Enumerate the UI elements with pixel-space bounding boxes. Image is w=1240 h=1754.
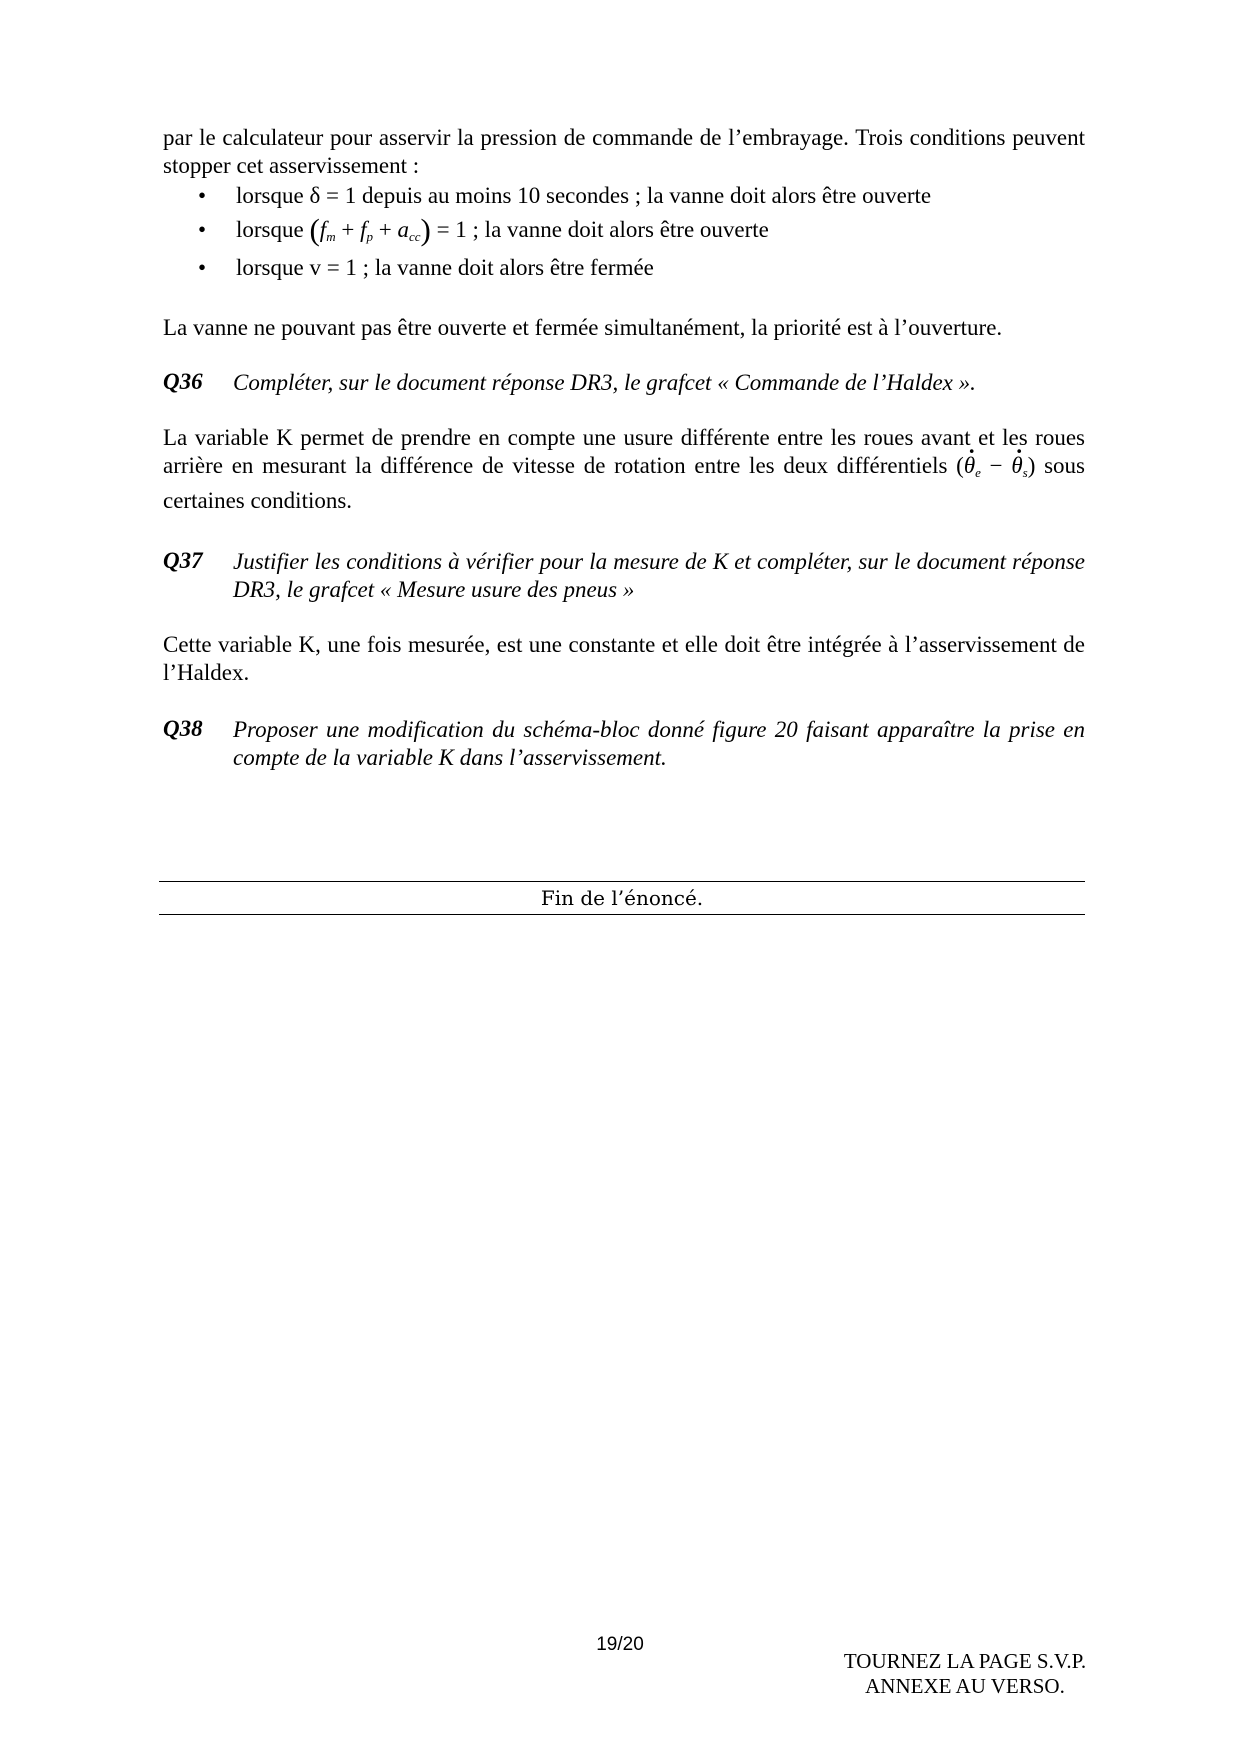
conditions-list (198, 182, 931, 288)
question-text: Compléter, sur le document réponse DR3, le grafcet « Commande de l’Haldex ». (233, 370, 976, 395)
divider-top (159, 881, 1085, 882)
end-of-statement: Fin de l’énoncé. (540, 886, 704, 910)
question-number: Q38 (163, 716, 203, 741)
condition-formula: $(f_m + f_p + a_{cc}) = 1$ (309, 212, 467, 247)
question-text: Justifier les conditions à vérifier pour la mesure de K et compléter, sur le document réponse DR3, le grafcet « Mesure usure des pneus » (233, 549, 1085, 602)
theta-formula: (· $\theta_e$ − · $\theta_s$) (956, 453, 1035, 478)
footer-note (790, 1649, 1140, 1699)
question-number: Q36 (163, 369, 203, 394)
question-38 (163, 716, 1085, 772)
bullet-icon: • (198, 255, 207, 280)
footer-line-1: TOURNEZ LA PAGE S.V.P. (843, 1649, 1087, 1673)
question-text: Proposer une modification du schéma-bloc donné figure 20 faisant apparaître la prise en compte de la variable K dans l’asservissement. (233, 717, 1085, 770)
question-number: Q37 (163, 548, 203, 573)
constant-paragraph: Cette variable K, une fois mesurée, est une constante et elle doit être intégrée à l’asservissement de l’Haldex. (163, 632, 1085, 685)
list-item (198, 254, 931, 288)
k-text-end: sous certaines conditions. (163, 453, 1085, 513)
condition-text: lorsque δ = 1 depuis au moins 10 secondes ; la vanne doit alors être ouverte (236, 183, 932, 208)
footer-line-2: ANNEXE AU VERSO. (865, 1674, 1065, 1698)
condition-text: lorsque (236, 217, 304, 242)
list-item (198, 212, 931, 254)
question-37 (163, 548, 1085, 604)
k-paragraph (163, 424, 1085, 515)
page-number: 19/20 (596, 1634, 644, 1655)
condition-suffix: ; la vanne doit alors être ouverte (466, 217, 769, 242)
list-item (198, 182, 931, 216)
divider-bottom (159, 914, 1085, 915)
k-text: La variable K permet de prendre en compte une usure différente entre les roues avant et les roues arrière en mesurant la différence de vitesse de rotation entre les deux différentiels (163, 425, 1085, 478)
question-36 (163, 369, 1085, 397)
intro-paragraph: par le calculateur pour asservir la pression de commande de l’embrayage. Trois conditions peuvent stopper cet asservissement : (163, 125, 1085, 178)
bullet-icon: • (198, 183, 207, 208)
condition-text: lorsque v = 1 ; la vanne doit alors être fermée (236, 255, 654, 280)
bullet-icon: • (198, 217, 207, 242)
priority-paragraph: La vanne ne pouvant pas être ouverte et fermée simultanément, la priorité est à l’ouverture. (163, 315, 1003, 340)
